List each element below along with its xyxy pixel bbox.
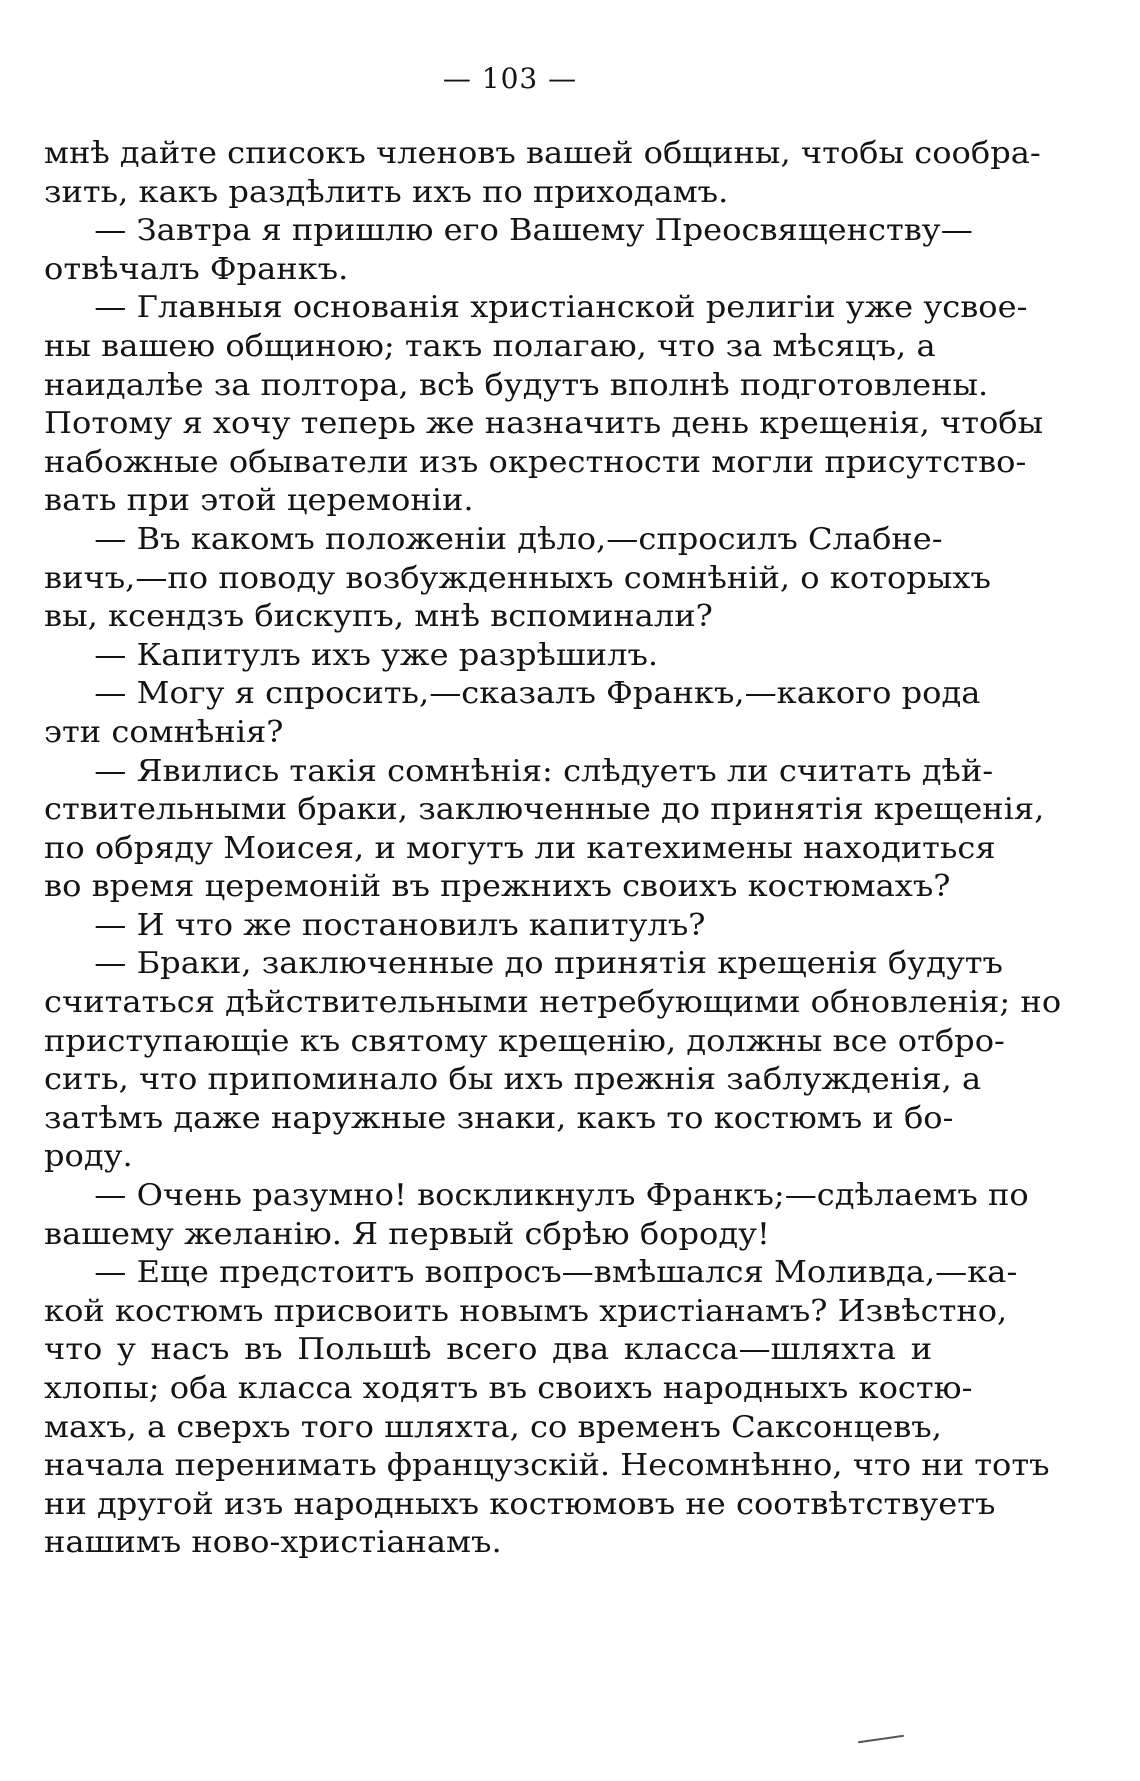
text-line: затѣмъ даже наружные знаки, какъ то костюмъ и бо- (44, 1100, 954, 1136)
text-line: — Главныя основанія христіанской религіи уже усвое- (94, 290, 1028, 326)
text-line: приступающіе къ святому крещенію, должны все отбро- (44, 1023, 1005, 1059)
text-line: мнѣ дайте списокъ членовъ вашей общины, чтобы сообра- (44, 136, 1041, 171)
text-line: — Явились такія сомнѣнія: слѣдуетъ ли считать дѣй- (94, 753, 994, 789)
text-line: махъ, а сверхъ того шляхта, со временъ Саксонцевъ, (44, 1409, 942, 1445)
text-line: во время церемоній въ прежнихъ своихъ костюмахъ? (44, 869, 951, 905)
text-line: эти сомнѣнія? (44, 714, 284, 750)
text-line: Потому я хочу теперь же назначить день крещенія, чтобы (44, 406, 1044, 442)
text-line: — Очень разумно! воскликнулъ Франкъ;—сдѣлаемъ по (94, 1178, 1029, 1214)
text-line: — Браки, заключенные до принятія крещенія будутъ (94, 946, 1003, 982)
text-line: вы, ксендзъ бискупъ, мнѣ вспоминали? (44, 599, 713, 635)
text-line: — Еще предстоитъ вопросъ—вмѣшался Моливда,—ка- (94, 1255, 1018, 1291)
text-line: что у насъ въ Польшѣ всего два класса—шляхта и (44, 1332, 933, 1368)
text-line: ни другой изъ народныхъ костюмовъ не соотвѣтствуетъ (44, 1486, 996, 1522)
text-line: — Могу я спросить,—сказалъ Франкъ,—какого рода (94, 676, 981, 712)
text-line: сить, что припоминало бы ихъ прежнія заблужденія, а (44, 1062, 982, 1098)
text-line: ствительными браки, заключенные до принятія крещенія, (44, 792, 1045, 828)
text-line: — Въ какомъ положеніи дѣло,—спросилъ Слабне- (94, 521, 943, 557)
text-line: вашему желанію. Я первый сбрѣю бороду! (44, 1216, 770, 1252)
text-line: — Завтра я пришлю его Вашему Преосвященству— (94, 213, 973, 249)
text-line: вать при этой церемоніи. (44, 483, 474, 519)
text-line: — Капитулъ ихъ уже разрѣшилъ. (94, 637, 659, 673)
text-line: вичъ,—по поводу возбужденныхъ сомнѣній, о которыхъ (44, 560, 991, 596)
margin-pen-mark (858, 1735, 904, 1743)
text-line: — И что же постановилъ капитулъ? (94, 907, 706, 943)
text-line: хлопы; оба класса ходятъ въ своихъ народныхъ костю- (44, 1371, 973, 1406)
text-line: ны вашею общиною; такъ полагаю, что за мѣсяцъ, а (44, 328, 936, 364)
text-line: отвѣчалъ Франкъ. (44, 251, 349, 287)
text-line: считаться дѣйствительными нетребующими обновленія; но (44, 985, 1062, 1021)
page-number: — 103 — (442, 62, 578, 95)
text-line: кой костюмъ присвоить новымъ христіанамъ? Извѣстно, (44, 1293, 1008, 1329)
text-line: зить, какъ раздѣлить ихъ по приходамъ. (44, 174, 729, 210)
text-line: роду. (44, 1139, 133, 1175)
text-line: наидалѣе за полтора, всѣ будутъ вполнѣ подготовлены. (44, 367, 989, 403)
body-text (44, 135, 1062, 1563)
text-line: набожные обыватели изъ окрестности могли присутство- (44, 444, 1027, 480)
text-line: по обряду Моисея, и могутъ ли катехимены находиться (44, 830, 996, 866)
text-line: начала перенимать французскій. Несомнѣнно, что ни тотъ (44, 1448, 1050, 1484)
text-line: нашимъ ново-христіанамъ. (44, 1525, 502, 1561)
